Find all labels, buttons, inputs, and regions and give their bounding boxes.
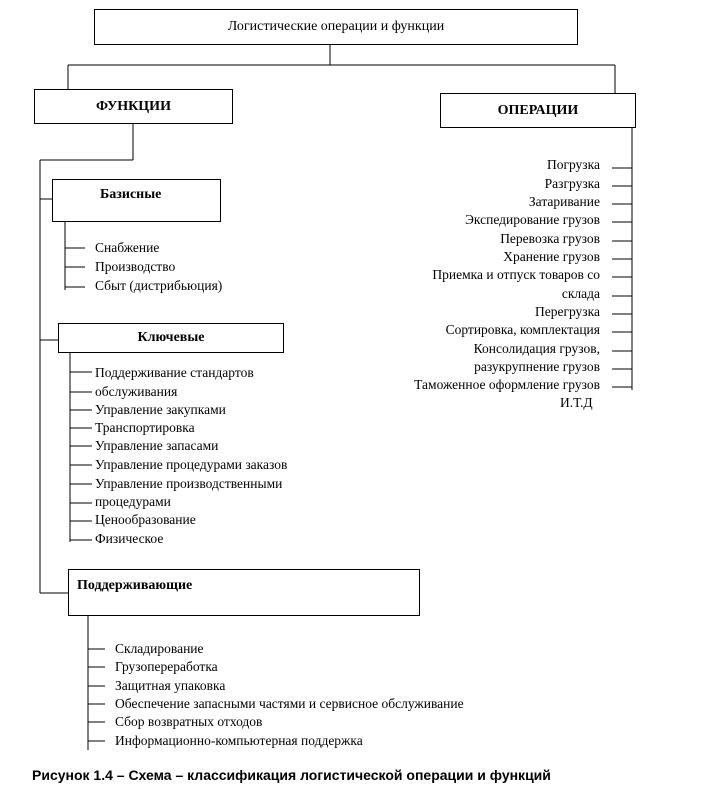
operation-item: Перегрузка	[534, 304, 600, 319]
key-item: Управление производственными	[95, 476, 283, 491]
operation-item: И.Т.Д	[560, 395, 593, 410]
key-item: Управление запасами	[95, 438, 219, 453]
basic-item: Сбыт (дистрибьюция)	[95, 278, 223, 293]
key-item: Поддерживание стандартов	[95, 365, 254, 380]
supporting-item: Защитная упаковка	[115, 678, 226, 693]
key-item: процедурами	[95, 494, 171, 509]
operation-item: Консолидация грузов,	[473, 341, 600, 356]
key-item: Ценообразование	[95, 512, 196, 527]
supporting-label: Поддерживающие	[77, 578, 193, 593]
supporting-item: Грузопереработка	[115, 659, 218, 674]
key-box	[58, 323, 284, 353]
key-item: Транспортировка	[95, 420, 195, 435]
operation-item: Разгрузка	[544, 176, 600, 191]
key-item: Управление закупками	[95, 402, 226, 417]
operation-item: Затаривание	[528, 194, 600, 209]
title-text: Логистические операции и функции	[227, 19, 445, 34]
operation-item: склада	[561, 286, 600, 301]
basic-item: Снабжение	[95, 240, 160, 255]
operation-item: Экспедирование грузов	[465, 212, 600, 227]
basic-box	[52, 179, 221, 222]
operation-item: Хранение грузов	[503, 249, 600, 264]
operation-item: Погрузка	[546, 157, 600, 172]
operations-box	[440, 93, 636, 128]
basic-label: Базисные	[100, 187, 162, 202]
operations-label: ОПЕРАЦИИ	[497, 102, 579, 118]
supporting-item: Складирование	[115, 641, 204, 656]
supporting-box	[68, 569, 420, 616]
key-item: обслуживания	[95, 384, 178, 399]
key-label: Ключевые	[137, 330, 205, 345]
title-box	[94, 9, 578, 45]
functions-label: ФУНКЦИИ	[96, 98, 171, 114]
operation-item: Таможенное оформление грузов	[414, 377, 600, 392]
key-item: Управление процедурами заказов	[95, 457, 288, 472]
operation-item: Сортировка, комплектация	[445, 322, 600, 337]
operation-item: Перевозка грузов	[500, 231, 600, 246]
figure-caption: Рисунок 1.4 – Схема – классификация логистической операции и функций	[32, 767, 551, 783]
operation-item: разукрупнение грузов	[474, 359, 600, 374]
basic-item: Производство	[95, 259, 176, 274]
supporting-item: Информационно-компьютерная поддержка	[115, 733, 363, 748]
operation-item: Приемка и отпуск товаров со	[432, 267, 600, 282]
supporting-item: Обеспечение запасными частями и сервисное обслуживание	[115, 696, 464, 711]
supporting-item: Сбор возвратных отходов	[115, 714, 263, 729]
functions-box	[34, 89, 233, 124]
key-item: Физическое	[95, 531, 164, 546]
